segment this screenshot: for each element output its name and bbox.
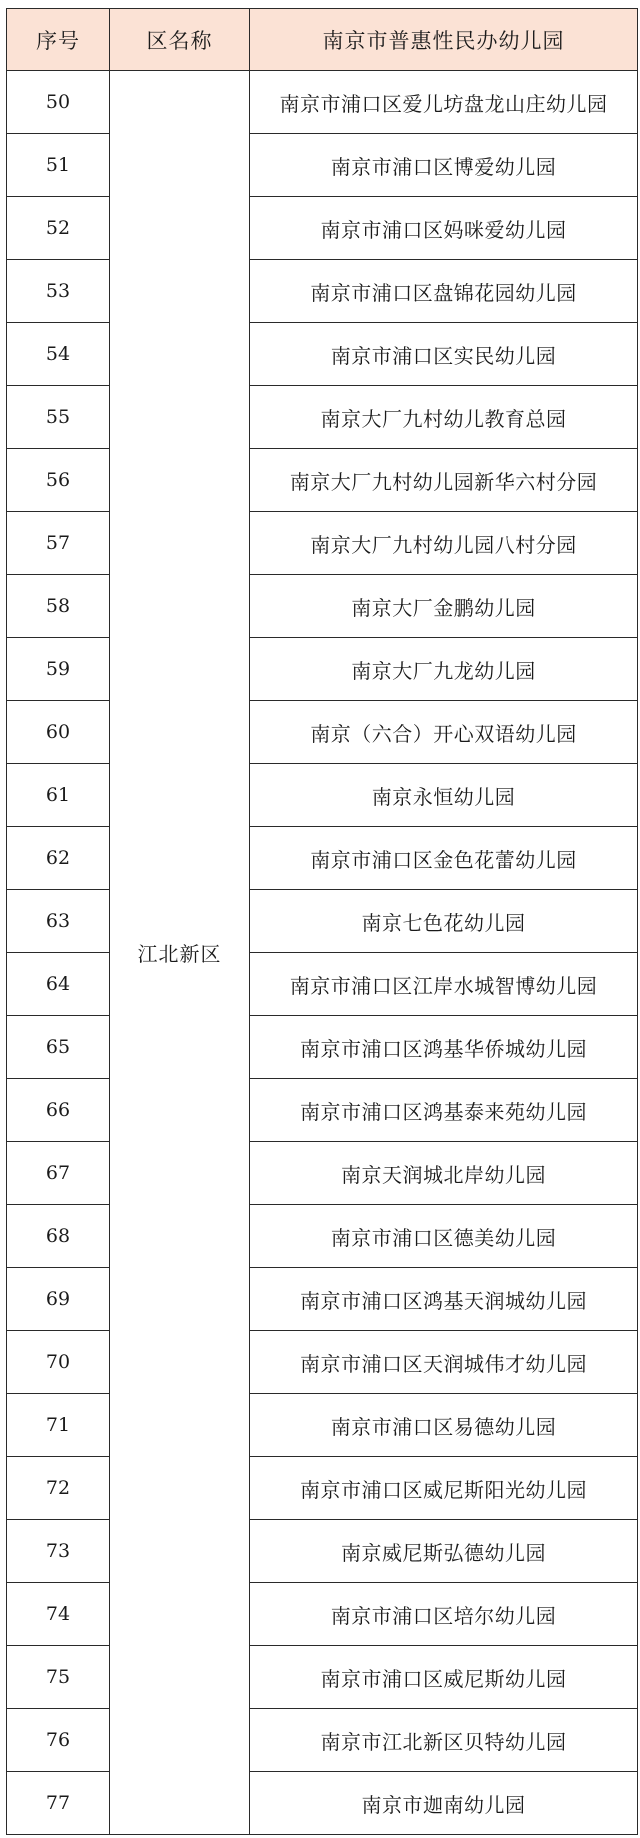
row-seq: 65 — [7, 1016, 110, 1079]
row-seq: 70 — [7, 1331, 110, 1394]
row-seq: 64 — [7, 953, 110, 1016]
row-seq: 69 — [7, 1268, 110, 1331]
header-district: 区名称 — [110, 9, 250, 71]
row-kindergarten-name: 南京大厂九龙幼儿园 — [250, 638, 638, 701]
table-row — [7, 1268, 638, 1331]
table-row — [7, 638, 638, 701]
row-kindergarten-name: 南京市浦口区实民幼儿园 — [250, 323, 638, 386]
table-row — [7, 449, 638, 512]
row-kindergarten-name: 南京市浦口区金色花蕾幼儿园 — [250, 827, 638, 890]
header-seq: 序号 — [7, 9, 110, 71]
table-row — [7, 134, 638, 197]
table-header — [7, 9, 638, 71]
row-seq: 60 — [7, 701, 110, 764]
table-row — [7, 260, 638, 323]
table-row — [7, 953, 638, 1016]
table-row — [7, 1016, 638, 1079]
row-kindergarten-name: 南京市浦口区德美幼儿园 — [250, 1205, 638, 1268]
table-row — [7, 512, 638, 575]
row-seq: 71 — [7, 1394, 110, 1457]
row-kindergarten-name: 南京市浦口区威尼斯阳光幼儿园 — [250, 1457, 638, 1520]
table-row — [7, 1457, 638, 1520]
table-row — [7, 764, 638, 827]
table-row — [7, 575, 638, 638]
row-kindergarten-name: 南京市浦口区江岸水城智博幼儿园 — [250, 953, 638, 1016]
row-seq: 55 — [7, 386, 110, 449]
row-kindergarten-name: 南京市浦口区爱儿坊盘龙山庄幼儿园 — [250, 71, 638, 134]
row-kindergarten-name: 南京大厂九村幼儿园新华六村分园 — [250, 449, 638, 512]
table-row — [7, 1205, 638, 1268]
row-seq: 57 — [7, 512, 110, 575]
row-kindergarten-name: 南京市浦口区鸿基华侨城幼儿园 — [250, 1016, 638, 1079]
row-seq: 62 — [7, 827, 110, 890]
table-row — [7, 1520, 638, 1583]
header-kindergarten-name: 南京市普惠性民办幼儿园 — [250, 9, 638, 71]
row-seq: 67 — [7, 1142, 110, 1205]
row-seq: 72 — [7, 1457, 110, 1520]
table-row — [7, 827, 638, 890]
row-kindergarten-name: 南京威尼斯弘德幼儿园 — [250, 1520, 638, 1583]
row-seq: 73 — [7, 1520, 110, 1583]
row-seq: 77 — [7, 1772, 110, 1835]
row-kindergarten-name: 南京市江北新区贝特幼儿园 — [250, 1709, 638, 1772]
row-kindergarten-name: 南京市浦口区盘锦花园幼儿园 — [250, 260, 638, 323]
row-seq: 76 — [7, 1709, 110, 1772]
table-row — [7, 1709, 638, 1772]
table-row — [7, 1772, 638, 1835]
row-seq: 74 — [7, 1583, 110, 1646]
row-seq: 58 — [7, 575, 110, 638]
row-kindergarten-name: 南京市浦口区博爱幼儿园 — [250, 134, 638, 197]
table-row — [7, 890, 638, 953]
row-seq: 68 — [7, 1205, 110, 1268]
table-row — [7, 1394, 638, 1457]
kindergarten-table — [6, 8, 638, 1835]
row-seq: 50 — [7, 71, 110, 134]
table-row — [7, 1142, 638, 1205]
table-body — [7, 71, 638, 1835]
row-seq: 51 — [7, 134, 110, 197]
row-seq: 52 — [7, 197, 110, 260]
row-kindergarten-name: 南京七色花幼儿园 — [250, 890, 638, 953]
row-seq: 75 — [7, 1646, 110, 1709]
table-row — [7, 1331, 638, 1394]
header-row — [7, 9, 638, 71]
row-seq: 54 — [7, 323, 110, 386]
table-row — [7, 1079, 638, 1142]
row-seq: 61 — [7, 764, 110, 827]
district-cell: 江北新区 — [110, 71, 250, 1835]
row-kindergarten-name: 南京市浦口区培尔幼儿园 — [250, 1583, 638, 1646]
row-kindergarten-name: 南京永恒幼儿园 — [250, 764, 638, 827]
row-seq: 59 — [7, 638, 110, 701]
table-row — [7, 1583, 638, 1646]
table-row — [7, 197, 638, 260]
row-kindergarten-name: 南京市浦口区易德幼儿园 — [250, 1394, 638, 1457]
row-kindergarten-name: 南京市浦口区威尼斯幼儿园 — [250, 1646, 638, 1709]
row-kindergarten-name: 南京市浦口区妈咪爱幼儿园 — [250, 197, 638, 260]
row-kindergarten-name: 南京大厂九村幼儿教育总园 — [250, 386, 638, 449]
row-kindergarten-name: 南京大厂九村幼儿园八村分园 — [250, 512, 638, 575]
row-kindergarten-name: 南京市浦口区鸿基天润城幼儿园 — [250, 1268, 638, 1331]
row-seq: 63 — [7, 890, 110, 953]
table-row — [7, 701, 638, 764]
row-kindergarten-name: 南京大厂金鹏幼儿园 — [250, 575, 638, 638]
row-seq: 56 — [7, 449, 110, 512]
row-seq: 53 — [7, 260, 110, 323]
row-kindergarten-name: 南京市迦南幼儿园 — [250, 1772, 638, 1835]
row-kindergarten-name: 南京（六合）开心双语幼儿园 — [250, 701, 638, 764]
table-row — [7, 71, 638, 134]
row-kindergarten-name: 南京天润城北岸幼儿园 — [250, 1142, 638, 1205]
row-kindergarten-name: 南京市浦口区鸿基泰来苑幼儿园 — [250, 1079, 638, 1142]
row-kindergarten-name: 南京市浦口区天润城伟才幼儿园 — [250, 1331, 638, 1394]
table-row — [7, 1646, 638, 1709]
table-row — [7, 386, 638, 449]
row-seq: 66 — [7, 1079, 110, 1142]
table-row — [7, 323, 638, 386]
